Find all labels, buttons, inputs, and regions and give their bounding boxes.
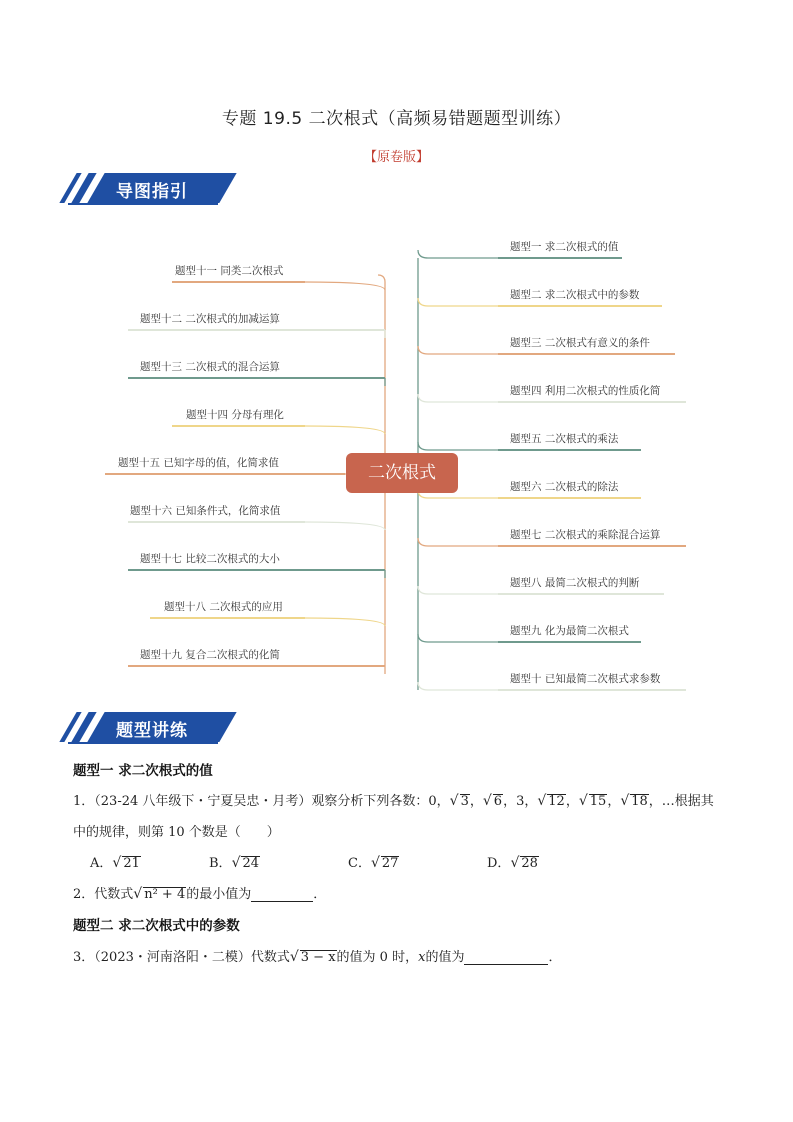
option-letter: C． (348, 856, 371, 871)
section-heading-1: 题型一 求二次根式的值 (73, 763, 213, 779)
practice-banner-label: 题型讲练 (116, 721, 188, 741)
question-3: 3．（2023・河南洛阳・二模）代数式√ 3 − x的值为 0 时，x的值为 ． (73, 949, 562, 965)
radical-18: 18 (631, 794, 648, 809)
mind-map-node-left: 题型十二 二次根式的加减运算 (140, 313, 280, 325)
section-heading-2: 题型二 求二次根式中的参数 (73, 918, 240, 934)
answer-option[interactable] (209, 852, 260, 871)
radical-6: 6 (493, 794, 503, 809)
option-radicand: 27 (381, 856, 399, 871)
sqrt-icon: √ (112, 855, 122, 871)
mind-map-node-right: 题型八 最简二次根式的判断 (510, 577, 640, 589)
question-1-line2: 中的规律，则第 10 个数是（ ） (73, 825, 280, 840)
mind-map-node-left: 题型十一 同类二次根式 (175, 265, 284, 277)
option-radicand: 24 (242, 856, 260, 871)
answer-blank-2[interactable] (251, 901, 313, 902)
question-1-suffix: ，…根据其 (648, 794, 714, 809)
question-2: 2．代数式√ n² + 4的最小值为 ． (73, 886, 327, 902)
mind-map (0, 220, 793, 700)
mind-map-center-node: 二次根式 (346, 453, 458, 493)
answer-option[interactable] (348, 852, 399, 871)
mind-map-node-left: 题型十八 二次根式的应用 (164, 601, 283, 613)
mind-map-node-right: 题型四 利用二次根式的性质化简 (510, 385, 661, 397)
option-radicand: 28 (521, 856, 538, 871)
radical-12: 12 (548, 794, 565, 809)
mind-map-left-branch (305, 426, 385, 434)
option-letter: A． (90, 856, 113, 871)
question-1: 1．（23-24 八年级下・宁夏吴忠・月考）观察分析下列各数：0，√ 3，√ 6，3，√ 12，√ 15，√ 18，…根据其 (73, 793, 714, 809)
question-3-suffix: 的值为 0 时， (336, 950, 419, 965)
mind-map-node-left: 题型十七 比较二次根式的大小 (140, 553, 280, 565)
mind-map-right-branch (418, 634, 498, 642)
mind-map-right-branch (418, 538, 498, 546)
mind-map-node-right: 题型三 二次根式有意义的条件 (510, 337, 650, 349)
mind-map-node-right: 题型一 求二次根式的值 (510, 241, 619, 253)
question-2-suffix: 的最小值为 (186, 887, 252, 902)
question-3-end: ． (548, 950, 562, 965)
mind-map-node-left: 题型十四 分母有理化 (186, 409, 284, 421)
page-title: 专题 19.5 二次根式（高频易错题题型训练） (221, 109, 572, 129)
mind-map-right-branch (418, 346, 498, 354)
question-2-end: ． (313, 887, 327, 902)
question-3-var: x (418, 950, 426, 965)
mind-map-right-branch (418, 298, 498, 306)
question-1-mid: ，3， (503, 794, 538, 809)
sqrt-icon: √ (510, 855, 520, 871)
mind-map-node-left: 题型十六 已知条件式，化简求值 (130, 505, 281, 517)
sqrt-icon: √ (370, 855, 380, 871)
mind-map-node-right: 题型十 已知最简二次根式求参数 (510, 673, 661, 685)
answer-blank-3[interactable] (464, 964, 548, 965)
radical-15: 15 (589, 794, 607, 809)
mind-map-right-branch (418, 586, 498, 594)
mind-map-left-branch (305, 618, 385, 626)
option-radicand: 21 (123, 856, 140, 871)
mind-map-right-branch (418, 394, 498, 402)
mind-map-node-right: 题型七 二次根式的乘除混合运算 (510, 529, 661, 541)
mind-map-node-right: 题型六 二次根式的除法 (510, 481, 619, 493)
question-3-suffix2: 的值为 (425, 950, 465, 965)
option-letter: B． (209, 856, 232, 871)
question-2-prefix: 2．代数式 (73, 887, 134, 902)
page-subtitle: 【原卷版】 (363, 150, 429, 165)
guide-banner (74, 173, 234, 207)
radical-3: 3 (460, 794, 469, 809)
answer-option[interactable] (90, 852, 141, 871)
question-3-prefix: 3．（2023・河南洛阳・二模）代数式 (73, 950, 290, 965)
guide-banner-label: 导图指引 (116, 182, 188, 202)
mind-map-right-branch (418, 682, 498, 690)
mind-map-node-right: 题型二 求二次根式中的参数 (510, 289, 640, 301)
mind-map-node-left: 题型十五 已知字母的值，化简求值 (118, 457, 279, 469)
question-2-radical: n² + 4 (144, 887, 186, 902)
question-3-radical: 3 − x (300, 950, 336, 965)
answer-option[interactable] (487, 852, 539, 871)
mind-map-node-right: 题型九 化为最简二次根式 (510, 625, 629, 637)
mind-map-node-left: 题型十三 二次根式的混合运算 (140, 361, 280, 373)
question-1-prefix: 1．（23-24 八年级下・宁夏吴忠・月考）观察分析下列各数：0， (73, 794, 450, 809)
mind-map-right-branch (418, 250, 498, 258)
mind-map-right-branch (418, 442, 498, 450)
mind-map-node-right: 题型五 二次根式的乘法 (510, 433, 619, 445)
sqrt-icon: √ (231, 855, 241, 871)
mind-map-left-branch (305, 282, 385, 290)
option-letter: D． (487, 856, 511, 871)
practice-banner (74, 712, 234, 746)
mind-map-node-left: 题型十九 复合二次根式的化简 (140, 649, 280, 661)
mind-map-left-branch (305, 522, 385, 530)
